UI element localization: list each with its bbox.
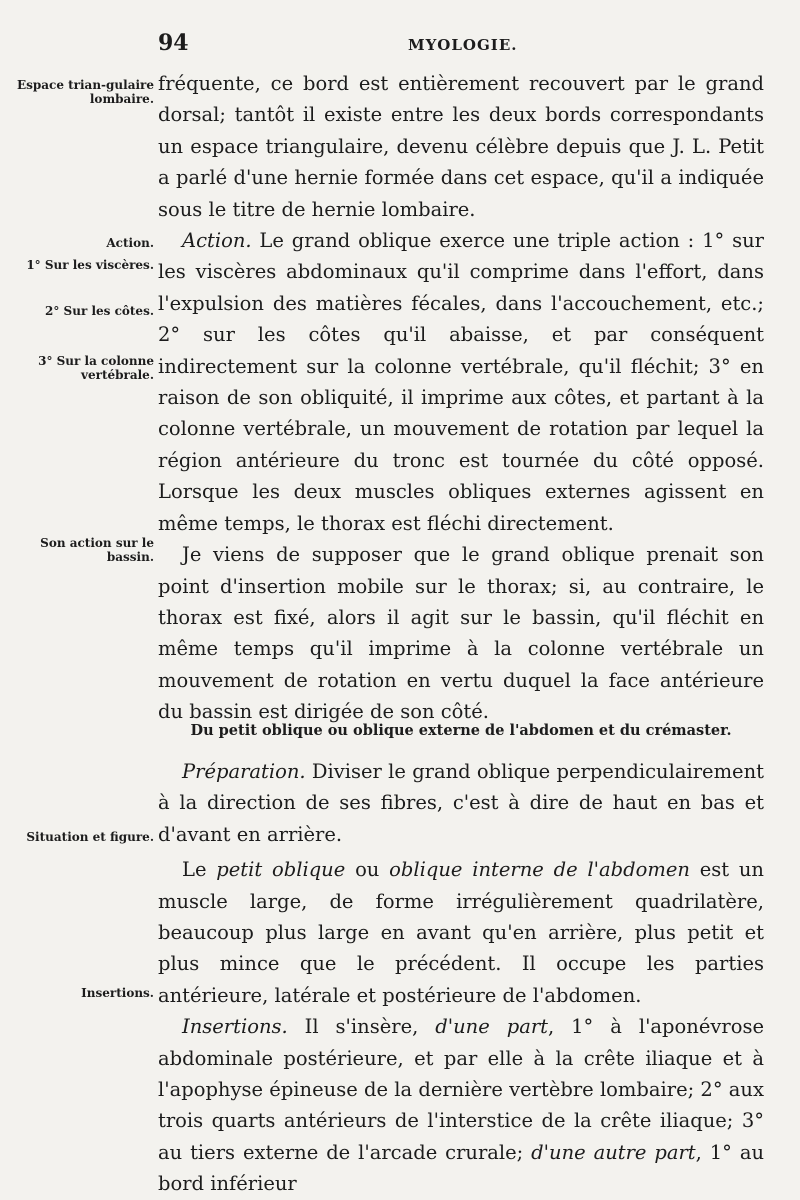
insertions-lead: Insertions. [182,1015,288,1039]
body-text-bottom [158,756,764,1200]
margin-note-colonne: 3° Sur la colonne vertébrale. [38,354,154,382]
insertions-term-2: d'une autre part [531,1140,696,1164]
body-text-top [158,68,764,728]
page-number: 94 [158,30,189,56]
insertions-term-1: d'une part [435,1015,548,1039]
paragraph-situation [158,854,764,1011]
insertions-text-c: , 1° au bord inférieur [158,1140,765,1196]
situation-text-b: ou [345,858,390,882]
paragraph-preparation-text: Diviser le grand oblique perpendiculairement à la direction de ses fibres, c'est à dire de haut en bas et d'avant en arrière. [158,760,764,846]
situation-term-1: petit oblique [216,858,346,882]
paragraph-espace: fréquente, ce bord est entièrement recouvert par le grand dorsal; tantôt il existe entre les deux bords correspondants un espace triangulaire, devenu célèbre depuis que J. L. Petit a parlé d'une hernie formée dans cet espace, qu'il a indiquée sous le titre de hernie lombaire. [158,72,764,221]
paragraph-insertions [158,1011,764,1199]
running-title: MYOLOGIE. [408,36,518,54]
margin-note-situation: Situation et figure. [26,830,154,844]
situation-text-a: Le [182,858,217,882]
insertions-text-a: Il s'insère, [287,1015,436,1039]
paragraph-bassin: Je viens de supposer que le grand oblique prenait son point d'insertion mobile sur le thorax; si, au contraire, le thorax est fixé, alors il agit sur le bassin, qu'il fléchit en même temps qu'il imprime à la colonne vertébrale un mouvement de rotation en vertu duquel la face antérieure du bassin est dirigée de son côté. [158,543,764,724]
margin-note-visceres: 1° Sur les viscères. [26,258,154,272]
paragraph-preparation-lead: Préparation. [182,760,306,783]
margin-note-espace: Espace trian-gulaire lombaire. [16,78,154,106]
paragraph-action-text: Le grand oblique exerce une triple action : 1° sur les viscères abdominaux qu'il comprime dans l'effort, dans l'expulsion des matières fécales, dans l'accouchement, etc.; 2° sur les côtes qu'il abaisse, et par conséquent indirectement sur la colonne vertébrale, qu'il fléchit; 3° en raison de son obliquité, il imprime aux côtes, et partant à la colonne vertébrale, un mouvement de rotation par lequel la région antérieure du tronc est tournée du côté opposé. Lorsque les deux muscles obliques externes agissent en même temps, le thorax est fléchi directement. [158,229,764,535]
section-heading: Du petit oblique ou oblique externe de l'abdomen et du crémaster. [190,722,732,739]
margin-note-action: Action. [106,236,154,250]
paragraph-action [158,225,764,539]
situation-text-c: est un muscle large, de forme irrégulièrement quadrilatère, beaucoup plus large en avant qu'en arrière, plus petit et plus mince que le précédent. Il occupe les parties antérieure, latérale et postérieure de l'abdomen. [158,858,764,1007]
margin-note-insertions: Insertions. [81,986,154,1000]
margin-note-bassin: Son action sur le bassin. [40,536,154,564]
paragraph-preparation [158,756,764,850]
insertions-text-b: , 1° à l'aponévrose abdominale postérieure, et par elle à la crête iliaque et à l'apophyse épineuse de la dernière vertèbre lombaire; 2° aux trois quarts antérieurs de l'interstice de la crête iliaque; 3° au tiers externe de l'arcade crurale; [158,1015,764,1164]
paragraph-action-lead: Action. [182,229,252,253]
page-header [158,30,758,58]
margin-note-cotes: 2° Sur les côtes. [45,304,154,318]
situation-term-2: oblique interne de l'abdomen [389,858,690,882]
